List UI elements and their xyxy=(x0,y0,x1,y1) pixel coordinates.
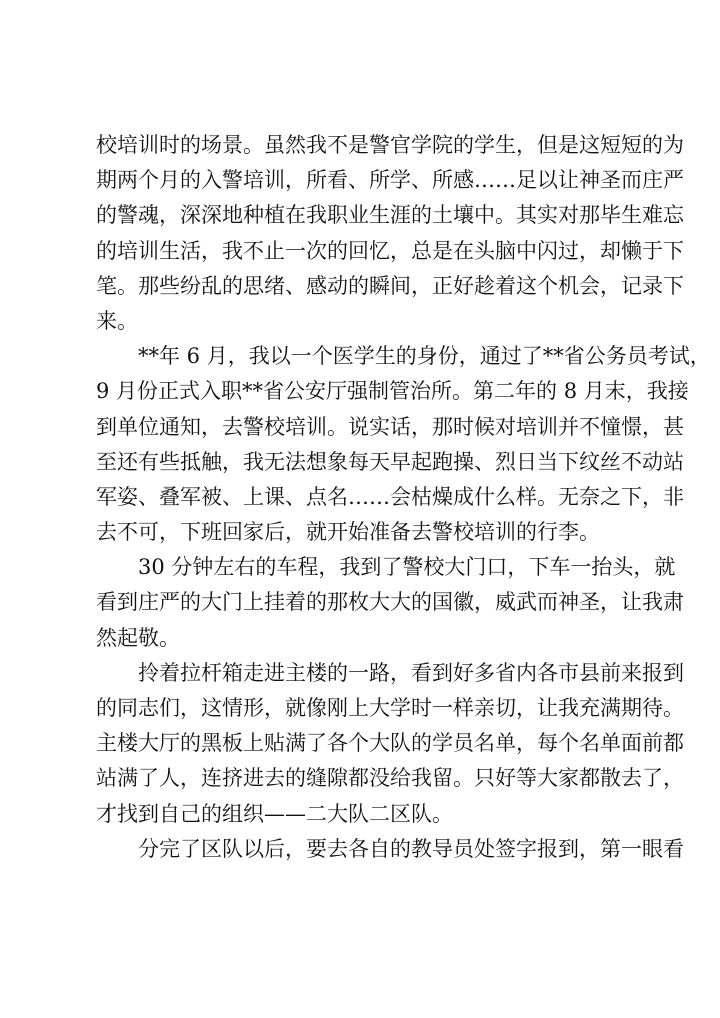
text-line: 军姿、叠军被、上课、点名……会枯燥成什么样。无奈之下，非 xyxy=(96,484,684,509)
text-line: **年 6 月，我以一个医学生的身份，通过了**省公务员考试， xyxy=(138,344,711,369)
text-line: 笔。那些纷乱的思绪、感动的瞬间，正好趁着这个机会，记录下 xyxy=(96,273,684,298)
text-line: 至还有些抵触，我无法想象每天早起跑操、烈日当下纹丝不动站 xyxy=(96,449,684,474)
paragraph xyxy=(96,550,684,656)
text-line: 的培训生活，我不止一次的回忆，总是在头脑中闪过，却懒于下 xyxy=(96,238,684,263)
text-line: 到单位通知，去警校培训。说实话，那时候对培训并不憧憬，甚 xyxy=(96,414,684,439)
text-line: 站满了人，连挤进去的缝隙都没给我留。只好等大家都散去了， xyxy=(96,766,684,791)
text-line: 期两个月的入警培训，所看、所学、所感……足以让神圣而庄严 xyxy=(96,168,684,193)
document-body xyxy=(96,128,711,867)
text-line: 的警魂，深深地种植在我职业生涯的土壤中。其实对那毕生难忘 xyxy=(96,203,684,228)
text-line: 9 月份正式入职**省公安厅强制管治所。第二年的 8 月末，我接 xyxy=(96,379,689,404)
text-line: 校培训时的场景。虽然我不是警官学院的学生，但是这短短的为 xyxy=(96,133,684,157)
text-line: 才找到自己的组织——二大队二区队。 xyxy=(96,801,453,826)
text-line: 去不可，下班回家后，就开始准备去警校培训的行李。 xyxy=(96,520,600,545)
paragraph xyxy=(96,128,684,339)
paragraph xyxy=(96,656,684,832)
text-line: 拎着拉杆箱走进主楼的一路，看到好多省内各市县前来报到 xyxy=(138,660,684,685)
text-line: 主楼大厅的黑板上贴满了各个大队的学员名单，每个名单面前都 xyxy=(96,731,684,756)
text-line: 30 分钟左右的车程，我到了警校大门口，下车一抬头，就 xyxy=(138,555,676,580)
paragraph xyxy=(96,339,711,550)
paragraph xyxy=(96,832,684,867)
text-line: 来。 xyxy=(96,308,138,333)
text-line: 的同志们，这情形，就像刚上大学时一样亲切，让我充满期待。 xyxy=(96,696,684,720)
text-line: 分完了区队以后，要去各自的教导员处签字报到，第一眼看 xyxy=(138,836,684,861)
text-line: 看到庄严的大门上挂着的那枚大大的国徽，威武而神圣，让我肃 xyxy=(96,590,684,615)
text-line: 然起敬。 xyxy=(96,625,180,650)
